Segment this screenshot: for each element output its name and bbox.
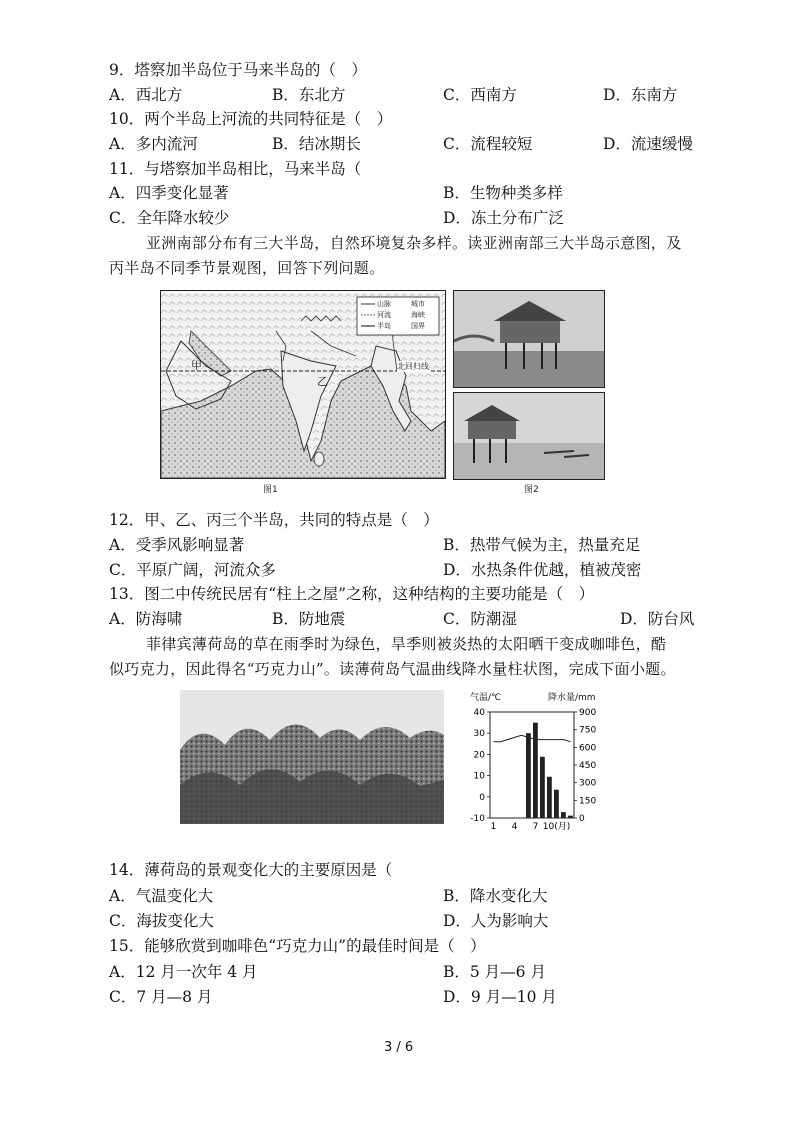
question-9-option-c: C．西南方: [443, 86, 517, 104]
right-tick-label: 0: [579, 814, 585, 824]
precipitation-bar: [526, 733, 531, 818]
stilt-house-photo-2: [453, 392, 605, 480]
south-asia-map: [161, 291, 445, 478]
legend-item: 半岛: [377, 322, 391, 330]
precipitation-bar: [568, 816, 573, 818]
climate-chart-svg: [462, 690, 602, 840]
question-11-option-b: B．生物种类多样: [443, 184, 563, 202]
x-tick-label: 4: [511, 822, 518, 832]
left-tick-label: 40: [473, 708, 485, 718]
precipitation-bar: [547, 777, 552, 818]
question-10-option-c: C．流程较短: [443, 135, 533, 153]
question-9-option-b: B．东北方: [272, 86, 346, 104]
right-tick-label: 150: [579, 796, 597, 807]
chart-right-axis-label: 降水量/mm: [548, 693, 596, 703]
stilt-house-drawing-2: [454, 393, 604, 479]
page-number: 3 / 6: [384, 1040, 414, 1055]
stilt-house-drawing-1: [454, 291, 604, 387]
question-10-option-a: A．多内流河: [109, 135, 198, 153]
right-tick-label: 300: [579, 778, 597, 789]
question-11-option-d: D．冻土分布广泛: [443, 209, 564, 227]
question-11-option-a: A．四季变化显著: [109, 184, 229, 202]
map-legend-col-2: [411, 299, 425, 332]
passage-2-line-1: 菲律宾薄荷岛的草在雨季时为绿色，旱季则被炎热的太阳晒干变成咖啡色，酷: [146, 635, 667, 653]
question-9-option-d: D．东南方: [603, 86, 678, 104]
question-12-option-b: B．热带气候为主，热量充足: [443, 536, 641, 554]
chocolate-hills-photo: [180, 690, 444, 824]
figure-2-caption: 图2: [524, 485, 539, 495]
question-13-option-b: B．防地震: [272, 610, 346, 628]
question-15-option-c: C．7 月—8 月: [109, 988, 213, 1006]
figure-1-caption: 图1: [263, 485, 278, 495]
question-14-option-c: C．海拔变化大: [109, 912, 214, 930]
question-13-option-c: C．防潮湿: [443, 610, 517, 628]
precipitation-bar: [540, 757, 545, 818]
passage-2-line-2: 似巧克力，因此得名“巧克力山”。读薄荷岛气温曲线降水量柱状图，完成下面小题。: [109, 660, 676, 678]
map-label-tropic: 北回归线: [397, 362, 429, 371]
question-10-option-b: B．结冰期长: [272, 135, 361, 153]
question-9-option-a: A．西北方: [109, 86, 183, 104]
question-11-option-c: C．全年降水较少: [109, 209, 230, 227]
left-tick-label: 10: [473, 771, 485, 782]
question-14-option-a: A．气温变化大: [109, 887, 214, 905]
right-tick-label: 750: [579, 725, 597, 736]
question-11-stem: 11．与塔察加半岛相比，马来半岛（: [109, 160, 362, 178]
climate-chart: [462, 690, 602, 840]
question-10-option-d: D．流速缓慢: [603, 135, 693, 153]
chart-left-axis-label: 气温/℃: [470, 693, 502, 703]
right-tick-label: 600: [579, 743, 597, 754]
passage-1-line-1: 亚洲南部分布有三大半岛，自然环境复杂多样。读亚洲南部三大半岛示意图，及: [146, 234, 682, 252]
question-9-stem: 9．塔察加半岛位于马来半岛的（ ）: [109, 61, 367, 79]
left-tick-label: 20: [473, 750, 485, 761]
question-13-option-d: D．防台风: [620, 610, 695, 628]
legend-item: 海峡: [411, 311, 425, 319]
question-15-option-a: A．12 月一次年 4 月: [109, 963, 258, 981]
question-13-stem: 13．图二中传统民居有“柱上之屋”之称，这种结构的主要功能是（ ）: [109, 585, 595, 603]
chocolate-hills-drawing: [180, 690, 444, 824]
question-15-option-d: D．9 月—10 月: [443, 988, 557, 1006]
question-12-option-c: C．平原广阔，河流众多: [109, 561, 276, 579]
question-15-option-b: B．5 月—6 月: [443, 963, 546, 981]
question-12-option-d: D．水热条件优越，植被茂密: [443, 561, 642, 579]
chart-frame: [490, 712, 574, 818]
legend-item: 山脉: [377, 300, 391, 308]
temperature-line: [494, 735, 571, 741]
left-tick-label: 0: [479, 792, 485, 803]
x-tick-label: 10(月): [542, 822, 571, 832]
question-14-option-d: D．人为影响大: [443, 912, 549, 930]
precipitation-bar: [561, 812, 566, 818]
right-tick-label: 450: [579, 761, 597, 771]
map-label-jia: 甲: [191, 359, 202, 372]
question-12-option-a: A．受季风影响显著: [109, 536, 245, 554]
question-13-option-a: A．防海啸: [109, 610, 183, 628]
passage-1-line-2: 丙半岛不同季节景观图，回答下列问题。: [109, 259, 385, 277]
map-label-yi: 乙: [317, 375, 328, 388]
legend-item: 河流: [377, 311, 391, 319]
x-tick-label: 1: [490, 822, 497, 832]
map-figure: [160, 290, 446, 479]
left-tick-label: 30: [473, 729, 485, 740]
question-10-stem: 10．两个半岛上河流的共同特征是（ ）: [109, 110, 393, 128]
question-15-stem: 15．能够欣赏到咖啡色“巧克力山”的最佳时间是（ ）: [109, 937, 486, 955]
x-tick-label: 7: [532, 822, 539, 832]
legend-item: 城市: [411, 300, 425, 308]
left-tick-label: -10: [470, 814, 485, 824]
question-14-stem: 14．薄荷岛的景观变化大的主要原因是（: [109, 861, 393, 879]
precipitation-bar: [533, 723, 538, 818]
stilt-house-photo-1: [453, 290, 605, 388]
precipitation-bar: [554, 790, 559, 818]
question-12-stem: 12．甲、乙、丙三个半岛，共同的特点是（ ）: [109, 511, 439, 529]
legend-item: 国界: [411, 322, 425, 330]
question-14-option-b: B．降水变化大: [443, 887, 548, 905]
map-legend-col-1: [377, 299, 391, 332]
right-tick-label: 900: [579, 708, 597, 718]
